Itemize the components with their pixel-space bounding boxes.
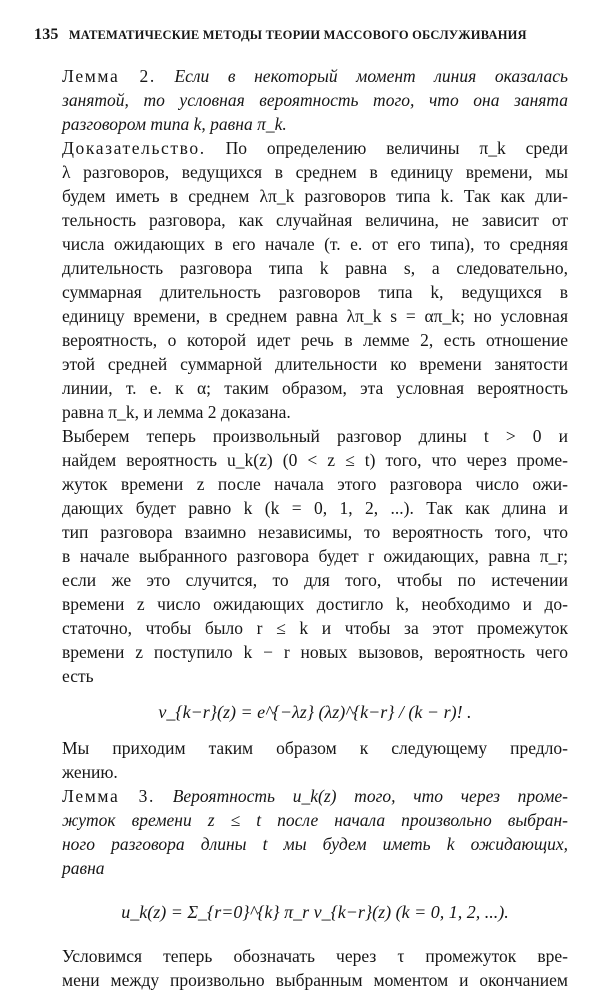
lemma-2-label: Лемма 2. xyxy=(62,66,156,86)
paragraph-line: времени z поступило k − r новых вызовов, вероятность чего xyxy=(62,642,568,662)
paragraph-line: найдем вероятность u_k(z) (0 < z ≤ t) того, что через проме- xyxy=(62,450,568,470)
paragraph-line: дающих будет равно k (k = 0, 1, 2, ...). Так как длина и xyxy=(62,498,568,518)
paragraph-line: Условимся теперь обозначать через τ промежуток вре- xyxy=(62,946,568,966)
paragraph-line: жению. xyxy=(62,762,118,782)
lemma-3-line: ного разговора длины t мы будем иметь k ожидающих, xyxy=(62,834,568,854)
paragraph-4 xyxy=(62,944,568,992)
page-number: 135 xyxy=(34,26,59,43)
paragraph-line: Мы приходим таким образом к следующему предло- xyxy=(62,738,568,758)
proof-line: вероятность, о которой идет речь в лемме 2, есть отношение xyxy=(62,330,568,350)
paragraph-line: в начале выбранного разговора будет r ожидающих, равна π_r; xyxy=(62,546,568,566)
page-body xyxy=(62,64,568,992)
lemma-3-line: Вероятность u_k(z) того, что через проме- xyxy=(172,786,569,806)
page-header xyxy=(34,26,574,44)
proof-label: Доказательство. xyxy=(62,138,206,158)
running-title: МАТЕМАТИЧЕСКИЕ МЕТОДЫ ТЕОРИИ МАССОВОГО ОБСЛУЖИВАНИЯ xyxy=(68,28,527,42)
proof-line: тельность разговора, как случайная величина, не зависит от xyxy=(62,210,568,230)
proof-line: будем иметь в среднем λπ_k разговоров типа k. Так как дли- xyxy=(62,186,568,206)
proof xyxy=(62,136,568,424)
paragraph-line: Выберем теперь произвольный разговор длины t > 0 и xyxy=(62,426,568,446)
paragraph-line: если же это случится, то для того, чтобы по истечении xyxy=(62,570,568,590)
paragraph-line: тип разговора взаимно независимы, то вероятность того, что xyxy=(62,522,568,542)
proof-line: По определению величины π_k среди xyxy=(225,138,568,158)
proof-line: длительность разговора типа k равна s, а следовательно, xyxy=(62,258,568,278)
paragraph-line: статочно, чтобы было r ≤ k и чтобы за этот промежуток xyxy=(62,618,568,638)
lemma-2-line: занятой, то условная вероятность того, что она занята xyxy=(62,90,568,110)
paragraph-3 xyxy=(62,736,568,784)
paragraph-line: есть xyxy=(62,666,94,686)
proof-line: равна π_k, и лемма 2 доказана. xyxy=(62,402,291,422)
formula-v: v_{k−r}(z) = e^{−λz} (λz)^{k−r} / (k − r)! . xyxy=(158,702,472,722)
paragraph-line: мени между произвольно выбранным моментом и окончанием xyxy=(62,970,568,990)
lemma-3-line: жуток времени z ≤ t после начала произвольно выбран- xyxy=(62,810,568,830)
proof-line: суммарная длительность разговоров типа k, ведущихся в xyxy=(62,282,568,302)
lemma-3-label: Лемма 3. xyxy=(62,786,155,806)
paragraph-line: времени z число ожидающих достигло k, необходимо и до- xyxy=(62,594,568,614)
lemma-2 xyxy=(62,64,568,136)
proof-line: этой средней суммарной длительности ко времени занятости xyxy=(62,354,568,374)
lemma-3-line: равна xyxy=(62,858,105,878)
lemma-2-line: Если в некоторый момент линия оказалась xyxy=(174,66,569,86)
proof-line: единицу времени, в среднем равна λπ_k s = απ_k; но условная xyxy=(62,306,568,326)
proof-line: λ разговоров, ведущихся в среднем в единицу времени, мы xyxy=(62,162,568,182)
paragraph-2 xyxy=(62,424,568,736)
proof-line: числа ожидающих в его начале (т. е. от его типа), то средняя xyxy=(62,234,568,254)
lemma-2-line: разговором типа k, равна π_k. xyxy=(62,114,287,134)
proof-line: линии, т. е. к α; таким образом, эта условная вероятность xyxy=(62,378,568,398)
paragraph-line: жуток времени z после начала этого разговора число ожи- xyxy=(62,474,568,494)
lemma-3 xyxy=(62,784,568,944)
formula-u: u_k(z) = Σ_{r=0}^{k} π_r v_{k−r}(z) (k = 0, 1, 2, ...). xyxy=(121,902,509,922)
